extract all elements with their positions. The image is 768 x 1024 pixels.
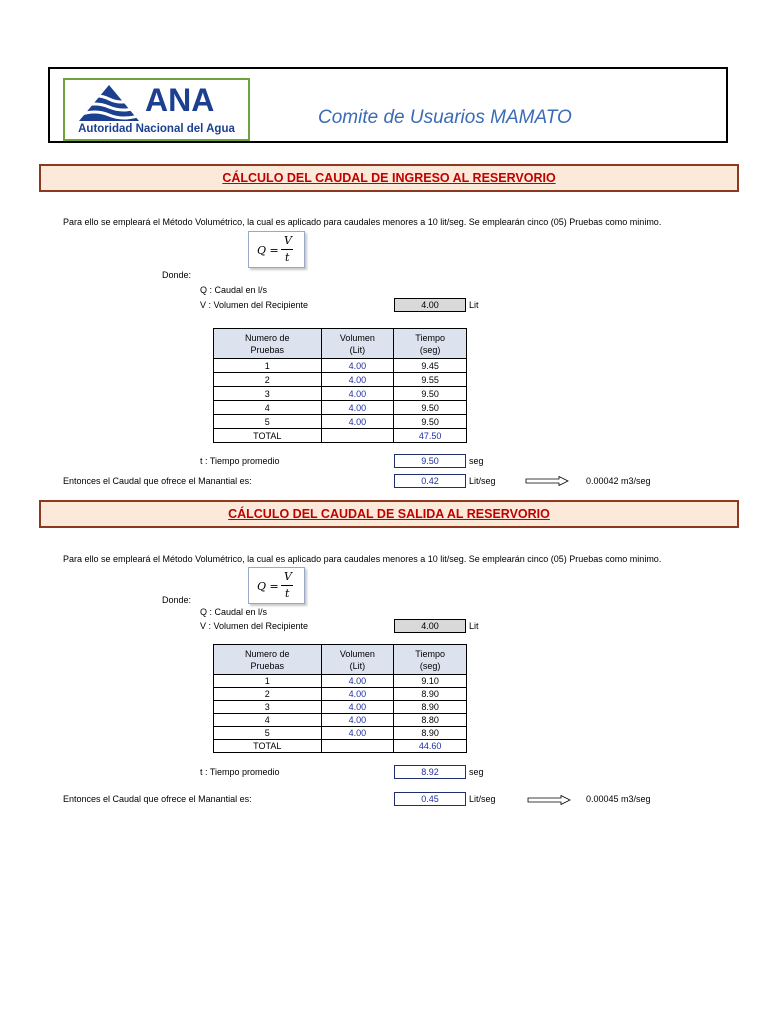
pruebas-table (213, 328, 467, 443)
fraction-bar (281, 585, 293, 586)
v-definition: V : Volumen del Recipiente (200, 300, 309, 310)
header-volumen (321, 329, 394, 359)
intro-text: Para ello se empleará el Método Volumétrico, la cual es aplicado para caudales menores a 10 lit/seg. Se emplearán cinco (05) Pruebas como minimo. (63, 554, 662, 564)
caudal-label: Entonces el Caudal que ofrece el Manantial es: (63, 476, 252, 486)
section-title-ingreso: CÁLCULO DEL CAUDAL DE INGRESO AL RESERVORIO (39, 164, 739, 192)
table-header-row (214, 645, 467, 675)
arrow-right-icon (525, 476, 569, 486)
table-row (214, 714, 467, 727)
cell-prueba: 2 (214, 373, 322, 387)
cell-prueba: 1 (214, 675, 322, 688)
donde-label: Donde: (162, 270, 192, 280)
cell-prueba: 4 (214, 714, 322, 727)
table-row (214, 727, 467, 740)
caudal-m3: 0.00042 m3/seg (586, 476, 651, 486)
caudal-label: Entonces el Caudal que ofrece el Manantial es: (63, 794, 252, 804)
table-header-row (214, 329, 467, 359)
cell-prueba: 2 (214, 688, 322, 701)
total-row (214, 740, 467, 753)
cell-volumen[interactable]: 4.00 (321, 387, 394, 401)
cell-tiempo[interactable]: 8.80 (394, 714, 467, 727)
caudal-unit: Lit/seg (469, 476, 496, 486)
caudal-unit: Lit/seg (469, 794, 496, 804)
logo-abbr: ANA (145, 82, 215, 118)
table-row (214, 387, 467, 401)
volume-input[interactable]: 4.00 (394, 619, 466, 633)
t-average-value: 9.50 (394, 454, 466, 468)
formula-num: V (284, 570, 292, 583)
formula-box (248, 231, 305, 268)
header-pruebas-label: Numero de Pruebas (244, 332, 290, 355)
header-volumen-label: Volumen (Lit) (339, 648, 375, 671)
cell-volumen[interactable]: 4.00 (321, 714, 394, 727)
cell-prueba: 5 (214, 415, 322, 429)
caudal-m3: 0.00045 m3/seg (586, 794, 651, 804)
fraction-bar (281, 249, 293, 250)
table-row (214, 359, 467, 373)
header-tiempo-label: Tiempo (seg) (415, 332, 445, 355)
table-row (214, 701, 467, 714)
cell-volumen[interactable]: 4.00 (321, 359, 394, 373)
wave-icon (77, 83, 143, 123)
t-average-value: 8.92 (394, 765, 466, 779)
intro-text: Para ello se empleará el Método Volumétrico, la cual es aplicado para caudales menores a 10 lit/seg. Se emplearán cinco (05) Pruebas como minimo. (63, 217, 662, 227)
formula-den: t (285, 251, 290, 264)
cell-tiempo[interactable]: 8.90 (394, 701, 467, 714)
volume-unit: Lit (469, 300, 479, 310)
header-volumen (321, 645, 394, 675)
total-empty (321, 429, 394, 443)
header-tiempo (394, 645, 467, 675)
logo-name: Autoridad Nacional del Agua (78, 123, 235, 135)
cell-tiempo[interactable]: 8.90 (394, 727, 467, 740)
header-volumen-label: Volumen (Lit) (339, 332, 375, 355)
total-value: 47.50 (394, 429, 467, 443)
table-row (214, 688, 467, 701)
table-row (214, 373, 467, 387)
formula-den: t (285, 587, 290, 600)
header-pruebas (214, 329, 322, 359)
section-title-salida: CÁLCULO DEL CAUDAL DE SALIDA AL RESERVORIO (39, 500, 739, 528)
t-unit: seg (469, 456, 484, 466)
page-title: Comite de Usuarios MAMATO (318, 107, 572, 128)
cell-tiempo[interactable]: 8.90 (394, 688, 467, 701)
table-row (214, 675, 467, 688)
arrow-right-icon (527, 795, 571, 805)
total-label: TOTAL (214, 740, 322, 753)
header-tiempo (394, 329, 467, 359)
caudal-value: 0.45 (394, 792, 466, 806)
cell-prueba: 4 (214, 401, 322, 415)
q-definition: Q : Caudal en l/s (200, 607, 268, 617)
cell-tiempo[interactable]: 9.50 (394, 415, 467, 429)
cell-tiempo[interactable]: 9.10 (394, 675, 467, 688)
cell-volumen[interactable]: 4.00 (321, 701, 394, 714)
cell-tiempo[interactable]: 9.50 (394, 387, 467, 401)
cell-prueba: 1 (214, 359, 322, 373)
formula-num: V (284, 234, 292, 247)
t-unit: seg (469, 767, 484, 777)
pruebas-table (213, 644, 467, 753)
volume-unit: Lit (469, 621, 479, 631)
formula-box (248, 567, 305, 604)
cell-prueba: 5 (214, 727, 322, 740)
cell-tiempo[interactable]: 9.50 (394, 401, 467, 415)
cell-volumen[interactable]: 4.00 (321, 688, 394, 701)
v-definition: V : Volumen del Recipiente (200, 621, 309, 631)
header-pruebas-label: Numero de Pruebas (244, 648, 290, 671)
total-label: TOTAL (214, 429, 322, 443)
cell-prueba: 3 (214, 701, 322, 714)
table-row (214, 401, 467, 415)
total-row (214, 429, 467, 443)
cell-tiempo[interactable]: 9.45 (394, 359, 467, 373)
cell-volumen[interactable]: 4.00 (321, 373, 394, 387)
ana-logo (63, 78, 250, 141)
cell-volumen[interactable]: 4.00 (321, 727, 394, 740)
total-value: 44.60 (394, 740, 467, 753)
cell-volumen[interactable]: 4.00 (321, 401, 394, 415)
t-definition: t : Tiempo promedio (200, 767, 280, 777)
total-empty (321, 740, 394, 753)
header-tiempo-label: Tiempo (seg) (415, 648, 445, 671)
cell-volumen[interactable]: 4.00 (321, 675, 394, 688)
donde-label: Donde: (162, 595, 192, 605)
table-row (214, 415, 467, 429)
cell-prueba: 3 (214, 387, 322, 401)
t-definition: t : Tiempo promedio (200, 456, 280, 466)
caudal-value: 0.42 (394, 474, 466, 488)
cell-volumen[interactable]: 4.00 (321, 415, 394, 429)
q-definition: Q : Caudal en l/s (200, 285, 268, 295)
cell-tiempo[interactable]: 9.55 (394, 373, 467, 387)
formula-lhs: Q = (257, 244, 279, 257)
header-pruebas (214, 645, 322, 675)
formula-lhs: Q = (257, 580, 279, 593)
volume-input[interactable]: 4.00 (394, 298, 466, 312)
